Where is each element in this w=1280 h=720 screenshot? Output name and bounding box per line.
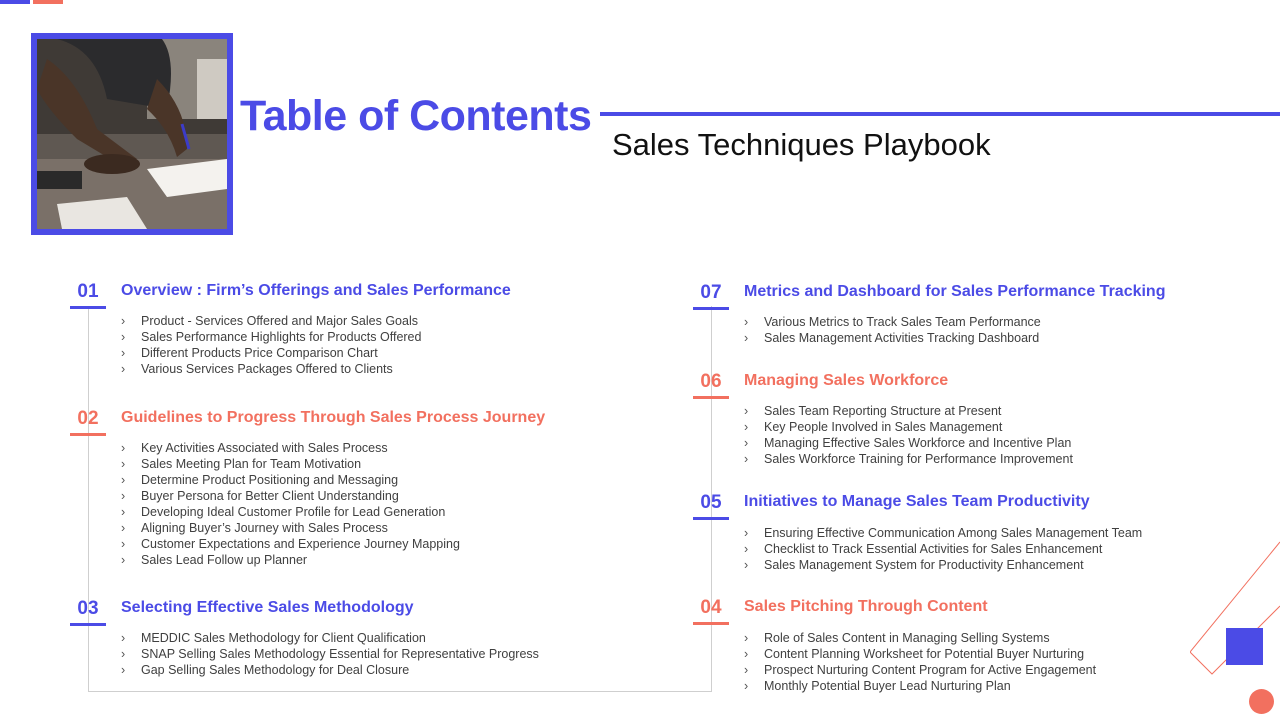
chevron-right-icon: › xyxy=(121,441,126,455)
list-item[interactable]: › Sales Lead Follow up Planner xyxy=(121,553,308,567)
list-item[interactable]: › Sales Workforce Training for Performance Improvement xyxy=(744,452,1073,466)
chevron-right-icon: › xyxy=(121,553,126,567)
section-title[interactable]: Metrics and Dashboard for Sales Performance Tracking xyxy=(744,283,1166,300)
section-number: 04 xyxy=(700,597,722,618)
chevron-right-icon: › xyxy=(121,537,126,551)
section-item-list xyxy=(744,630,1096,694)
list-item[interactable]: › Sales Management System for Productivity Enhancement xyxy=(744,558,1084,572)
decorative-square xyxy=(1226,628,1263,665)
chevron-right-icon: › xyxy=(121,346,126,360)
list-item[interactable]: › Product - Services Offered and Major Sales Goals xyxy=(121,314,418,328)
list-item[interactable]: › Content Planning Worksheet for Potential Buyer Nurturing xyxy=(744,647,1085,661)
list-item[interactable]: › Managing Effective Sales Workforce and Incentive Plan xyxy=(744,436,1072,450)
list-item[interactable]: › Key People Involved in Sales Management xyxy=(744,420,1003,434)
list-item[interactable]: › Various Services Packages Offered to Clients xyxy=(121,362,393,376)
section-title[interactable]: Initiatives to Manage Sales Team Productivity xyxy=(744,493,1090,510)
chevron-right-icon: › xyxy=(121,330,126,344)
page-subtitle: Sales Techniques Playbook xyxy=(612,127,991,162)
section-number: 03 xyxy=(77,598,99,619)
chevron-right-icon: › xyxy=(744,331,749,345)
list-item[interactable]: › Ensuring Effective Communication Among Sales Management Team xyxy=(744,526,1143,540)
chevron-right-icon: › xyxy=(744,404,749,418)
section-number-underline xyxy=(70,306,106,309)
list-item[interactable]: › Role of Sales Content in Managing Selling Systems xyxy=(744,631,1050,645)
section-title[interactable]: Managing Sales Workforce xyxy=(744,372,949,389)
section-number-underline xyxy=(693,622,729,625)
chevron-right-icon: › xyxy=(744,558,749,572)
section-item-list xyxy=(744,314,1041,346)
page-title: Table of Contents xyxy=(240,92,592,140)
chevron-right-icon: › xyxy=(121,314,126,328)
list-item[interactable]: › Different Products Price Comparison Chart xyxy=(121,346,378,360)
section-number: 01 xyxy=(77,281,99,302)
list-item[interactable]: › Gap Selling Sales Methodology for Deal Closure xyxy=(121,663,410,677)
chevron-right-icon: › xyxy=(121,631,126,645)
chevron-right-icon: › xyxy=(121,457,126,471)
section-number-underline xyxy=(693,307,729,310)
list-item[interactable]: › Determine Product Positioning and Messaging xyxy=(121,473,399,487)
list-item[interactable]: › Sales Management Activities Tracking Dashboard xyxy=(744,331,1040,345)
list-item[interactable]: › Sales Team Reporting Structure at Present xyxy=(744,404,1002,418)
chevron-right-icon: › xyxy=(744,679,749,693)
chevron-right-icon: › xyxy=(744,315,749,329)
list-item[interactable]: › Buyer Persona for Better Client Understanding xyxy=(121,489,399,503)
section-number-underline xyxy=(70,433,106,436)
top-accent-bar-blue xyxy=(0,0,30,4)
section-title[interactable]: Overview : Firm’s Offerings and Sales Performance xyxy=(121,282,511,299)
chevron-right-icon: › xyxy=(744,631,749,645)
section-number: 02 xyxy=(77,408,99,429)
chevron-right-icon: › xyxy=(744,452,749,466)
section-number: 06 xyxy=(700,371,722,392)
chevron-right-icon: › xyxy=(121,489,126,503)
list-item[interactable]: › Key Activities Associated with Sales Process xyxy=(121,441,388,455)
right-column-connector xyxy=(711,306,712,586)
section-number-underline xyxy=(693,517,729,520)
header-photo xyxy=(31,33,233,235)
chevron-right-icon: › xyxy=(121,647,126,661)
section-title[interactable]: Sales Pitching Through Content xyxy=(744,598,988,615)
title-rule xyxy=(600,112,1280,116)
chevron-right-icon: › xyxy=(121,521,126,535)
chevron-right-icon: › xyxy=(744,663,749,677)
section-item-list xyxy=(121,630,539,678)
chevron-right-icon: › xyxy=(744,647,749,661)
section-number: 05 xyxy=(700,492,722,513)
chevron-right-icon: › xyxy=(744,436,749,450)
chevron-right-icon: › xyxy=(121,663,126,677)
chevron-right-icon: › xyxy=(121,473,126,487)
chevron-right-icon: › xyxy=(744,526,749,540)
list-item[interactable]: › Customer Expectations and Experience Journey Mapping xyxy=(121,537,460,551)
section-item-list xyxy=(744,403,1073,467)
list-item[interactable]: › Developing Ideal Customer Profile for Lead Generation xyxy=(121,505,446,519)
section-item-list xyxy=(121,313,421,377)
list-item[interactable]: › MEDDIC Sales Methodology for Client Qualification xyxy=(121,631,426,645)
list-item[interactable]: › SNAP Selling Sales Methodology Essential for Representative Progress xyxy=(121,647,539,661)
section-number: 07 xyxy=(700,282,722,303)
section-number-underline xyxy=(693,396,729,399)
chevron-right-icon: › xyxy=(121,362,126,376)
section-title[interactable]: Guidelines to Progress Through Sales Process Journey xyxy=(121,409,546,426)
list-item[interactable]: › Sales Performance Highlights for Products Offered xyxy=(121,330,422,344)
chevron-right-icon: › xyxy=(744,542,749,556)
list-item[interactable]: › Sales Meeting Plan for Team Motivation xyxy=(121,457,362,471)
decorative-circle xyxy=(1249,689,1274,714)
section-item-list xyxy=(744,525,1142,573)
section-title[interactable]: Selecting Effective Sales Methodology xyxy=(121,599,414,616)
chevron-right-icon: › xyxy=(744,420,749,434)
list-item[interactable]: › Prospect Nurturing Content Program for Active Engagement xyxy=(744,663,1097,677)
list-item[interactable]: › Aligning Buyer’s Journey with Sales Process xyxy=(121,521,388,535)
section-number-underline xyxy=(70,623,106,626)
top-accent-bar-coral xyxy=(33,0,63,4)
section-item-list xyxy=(121,440,460,568)
chevron-right-icon: › xyxy=(121,505,126,519)
list-item[interactable]: › Checklist to Track Essential Activities for Sales Enhancement xyxy=(744,542,1103,556)
list-item[interactable]: › Monthly Potential Buyer Lead Nurturing Plan xyxy=(744,679,1011,693)
list-item[interactable]: › Various Metrics to Track Sales Team Performance xyxy=(744,315,1041,329)
